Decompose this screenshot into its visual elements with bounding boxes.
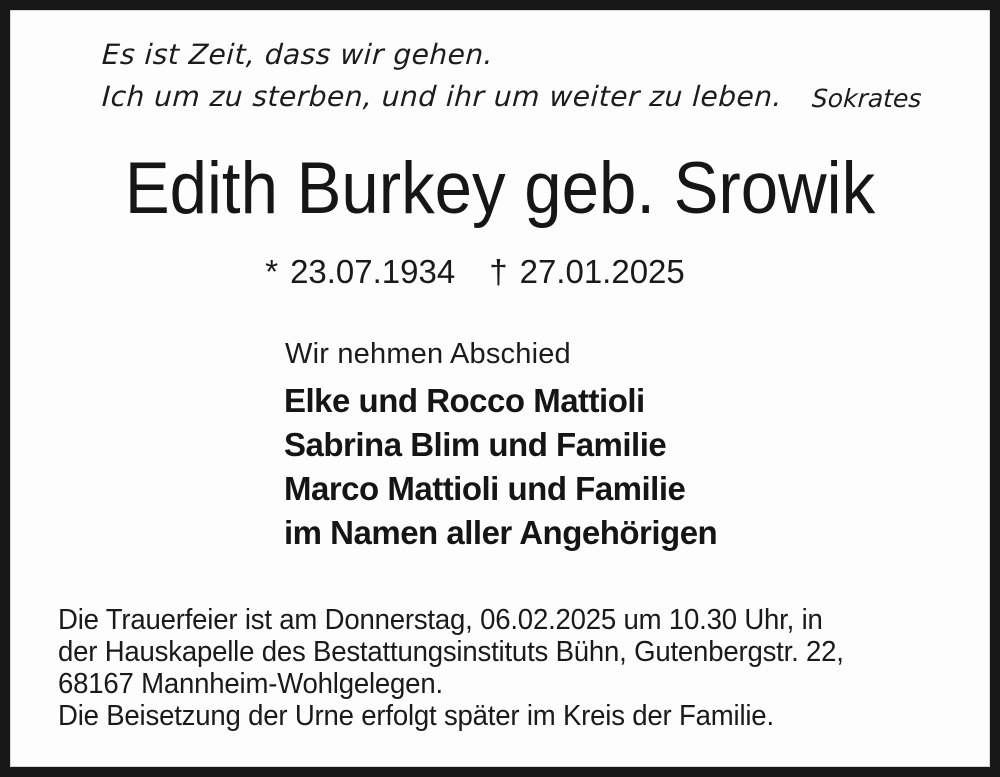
life-dates bbox=[0, 253, 965, 291]
mourner-line: im Namen aller Angehörigen bbox=[284, 514, 718, 551]
funeral-info-line: der Hauskapelle des Bestattungsinstituts Bühn, Gutenbergstr. 22, bbox=[58, 636, 844, 668]
mourner-line: Sabrina Blim und Familie bbox=[284, 426, 667, 463]
quote-attribution: Sokrates bbox=[811, 84, 923, 113]
birth-star-symbol: * bbox=[265, 253, 279, 290]
obituary-sheet bbox=[10, 10, 990, 767]
funeral-info bbox=[58, 604, 844, 732]
deceased-name: Edith Burkey geb. Srowik bbox=[124, 148, 876, 229]
mourner-line: Elke und Rocco Mattioli bbox=[284, 382, 645, 419]
funeral-info-line: Die Beisetzung der Urne erfolgt später im Kreis der Familie. bbox=[58, 700, 774, 732]
mourners-list bbox=[284, 379, 717, 555]
funeral-info-line: 68167 Mannheim-Wohlgelegen. bbox=[58, 668, 443, 700]
mourner-line: Marco Mattioli und Familie bbox=[284, 470, 686, 507]
death-date: 27.01.2025 bbox=[519, 253, 685, 290]
farewell-heading: Wir nehmen Abschied bbox=[285, 338, 571, 370]
birth-date: 23.07.1934 bbox=[290, 253, 456, 290]
death-date-group bbox=[489, 253, 685, 291]
quote-line-2: Ich um zu sterben, und ihr um weiter zu leben. bbox=[101, 80, 783, 113]
quote-line-1: Es ist Zeit, dass wir gehen. bbox=[101, 38, 494, 71]
birth-date-group bbox=[265, 253, 455, 291]
funeral-info-line: Die Trauerfeier ist am Donnerstag, 06.02.2025 um 10.30 Uhr, in bbox=[58, 604, 823, 636]
death-cross-symbol: † bbox=[489, 253, 508, 290]
